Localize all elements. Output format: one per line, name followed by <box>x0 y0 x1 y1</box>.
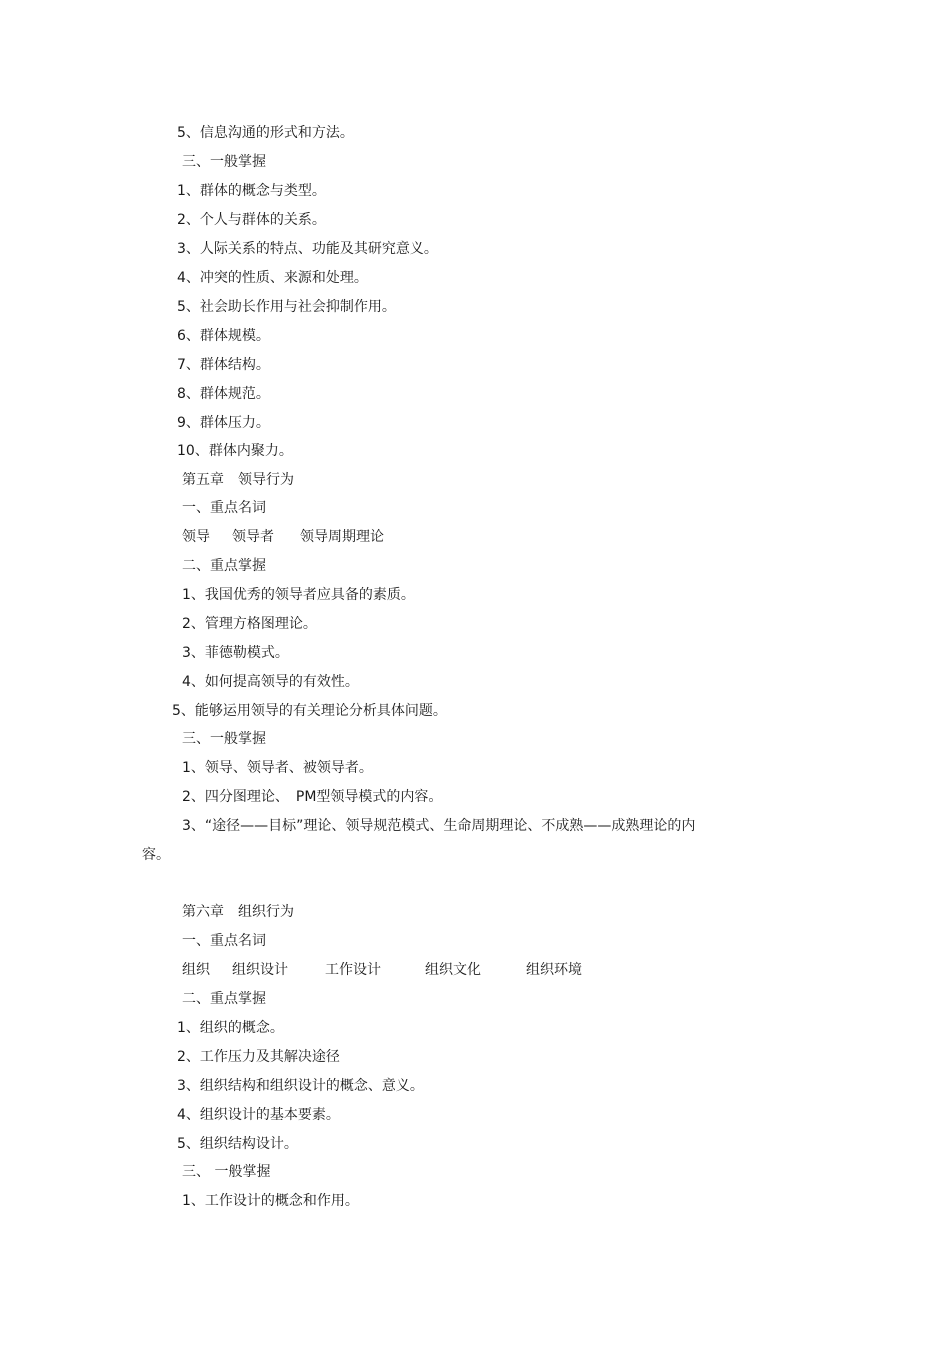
text-line: 3、“途径——目标”理论、领导规范模式、生命周期理论、不成熟——成熟理论的内 <box>182 818 696 834</box>
text-line: 4、组织设计的基本要素。 <box>177 1107 340 1123</box>
text-line: 1、组织的概念。 <box>177 1020 284 1036</box>
chapter-heading: 第六章 组织行为 <box>182 904 294 920</box>
text-line: 4、冲突的性质、来源和处理。 <box>177 270 368 286</box>
text-line: 3、菲德勒模式。 <box>182 645 289 661</box>
key-terms-row <box>0 961 950 979</box>
text-line: 3、人际关系的特点、功能及其研究意义。 <box>177 241 438 257</box>
text-line: 5、能够运用领导的有关理论分析具体问题。 <box>172 703 447 719</box>
text-line: 5、社会助长作用与社会抑制作用。 <box>177 299 396 315</box>
key-term: 组织 <box>182 962 210 978</box>
key-term: 组织环境 <box>526 962 582 978</box>
key-term: 组织文化 <box>425 962 481 978</box>
text-line: 6、群体规模。 <box>177 328 270 344</box>
text-line: 1、我国优秀的领导者应具备的素质。 <box>182 587 415 603</box>
key-term: 领导者 <box>232 529 274 545</box>
text-line: 5、组织结构设计。 <box>177 1136 298 1152</box>
text-line: 7、群体结构。 <box>177 357 270 373</box>
text-line: 2、管理方格图理论。 <box>182 616 317 632</box>
text-line: 10、群体内聚力。 <box>177 443 293 459</box>
text-line: 1、群体的概念与类型。 <box>177 183 326 199</box>
text-line: 8、群体规范。 <box>177 386 270 402</box>
section-heading: 二、重点掌握 <box>182 991 266 1007</box>
section-heading: 三、一般掌握 <box>182 731 266 747</box>
section-heading: 一、重点名词 <box>182 933 266 949</box>
text-line: 2、四分图理论、 PM型领导模式的内容。 <box>182 789 443 805</box>
key-term: 领导 <box>182 529 210 545</box>
text-line: 5、信息沟通的形式和方法。 <box>177 125 354 141</box>
section-heading: 一、重点名词 <box>182 500 266 516</box>
text-line: 1、领导、领导者、被领导者。 <box>182 760 373 776</box>
section-heading: 三、一般掌握 <box>182 154 266 170</box>
section-heading: 三、 一般掌握 <box>182 1164 271 1180</box>
key-term: 领导周期理论 <box>300 529 384 545</box>
key-term: 工作设计 <box>325 962 381 978</box>
text-line: 4、如何提高领导的有效性。 <box>182 674 359 690</box>
chapter-heading: 第五章 领导行为 <box>182 472 294 488</box>
key-term: 组织设计 <box>232 962 288 978</box>
text-line: 1、工作设计的概念和作用。 <box>182 1193 359 1209</box>
text-line: 2、个人与群体的关系。 <box>177 212 326 228</box>
section-heading: 二、重点掌握 <box>182 558 266 574</box>
text-line: 3、组织结构和组织设计的概念、意义。 <box>177 1078 424 1094</box>
text-line: 容。 <box>142 847 170 863</box>
key-terms-row <box>0 528 950 546</box>
text-line: 9、群体压力。 <box>177 415 270 431</box>
text-line: 2、工作压力及其解决途径 <box>177 1049 340 1065</box>
